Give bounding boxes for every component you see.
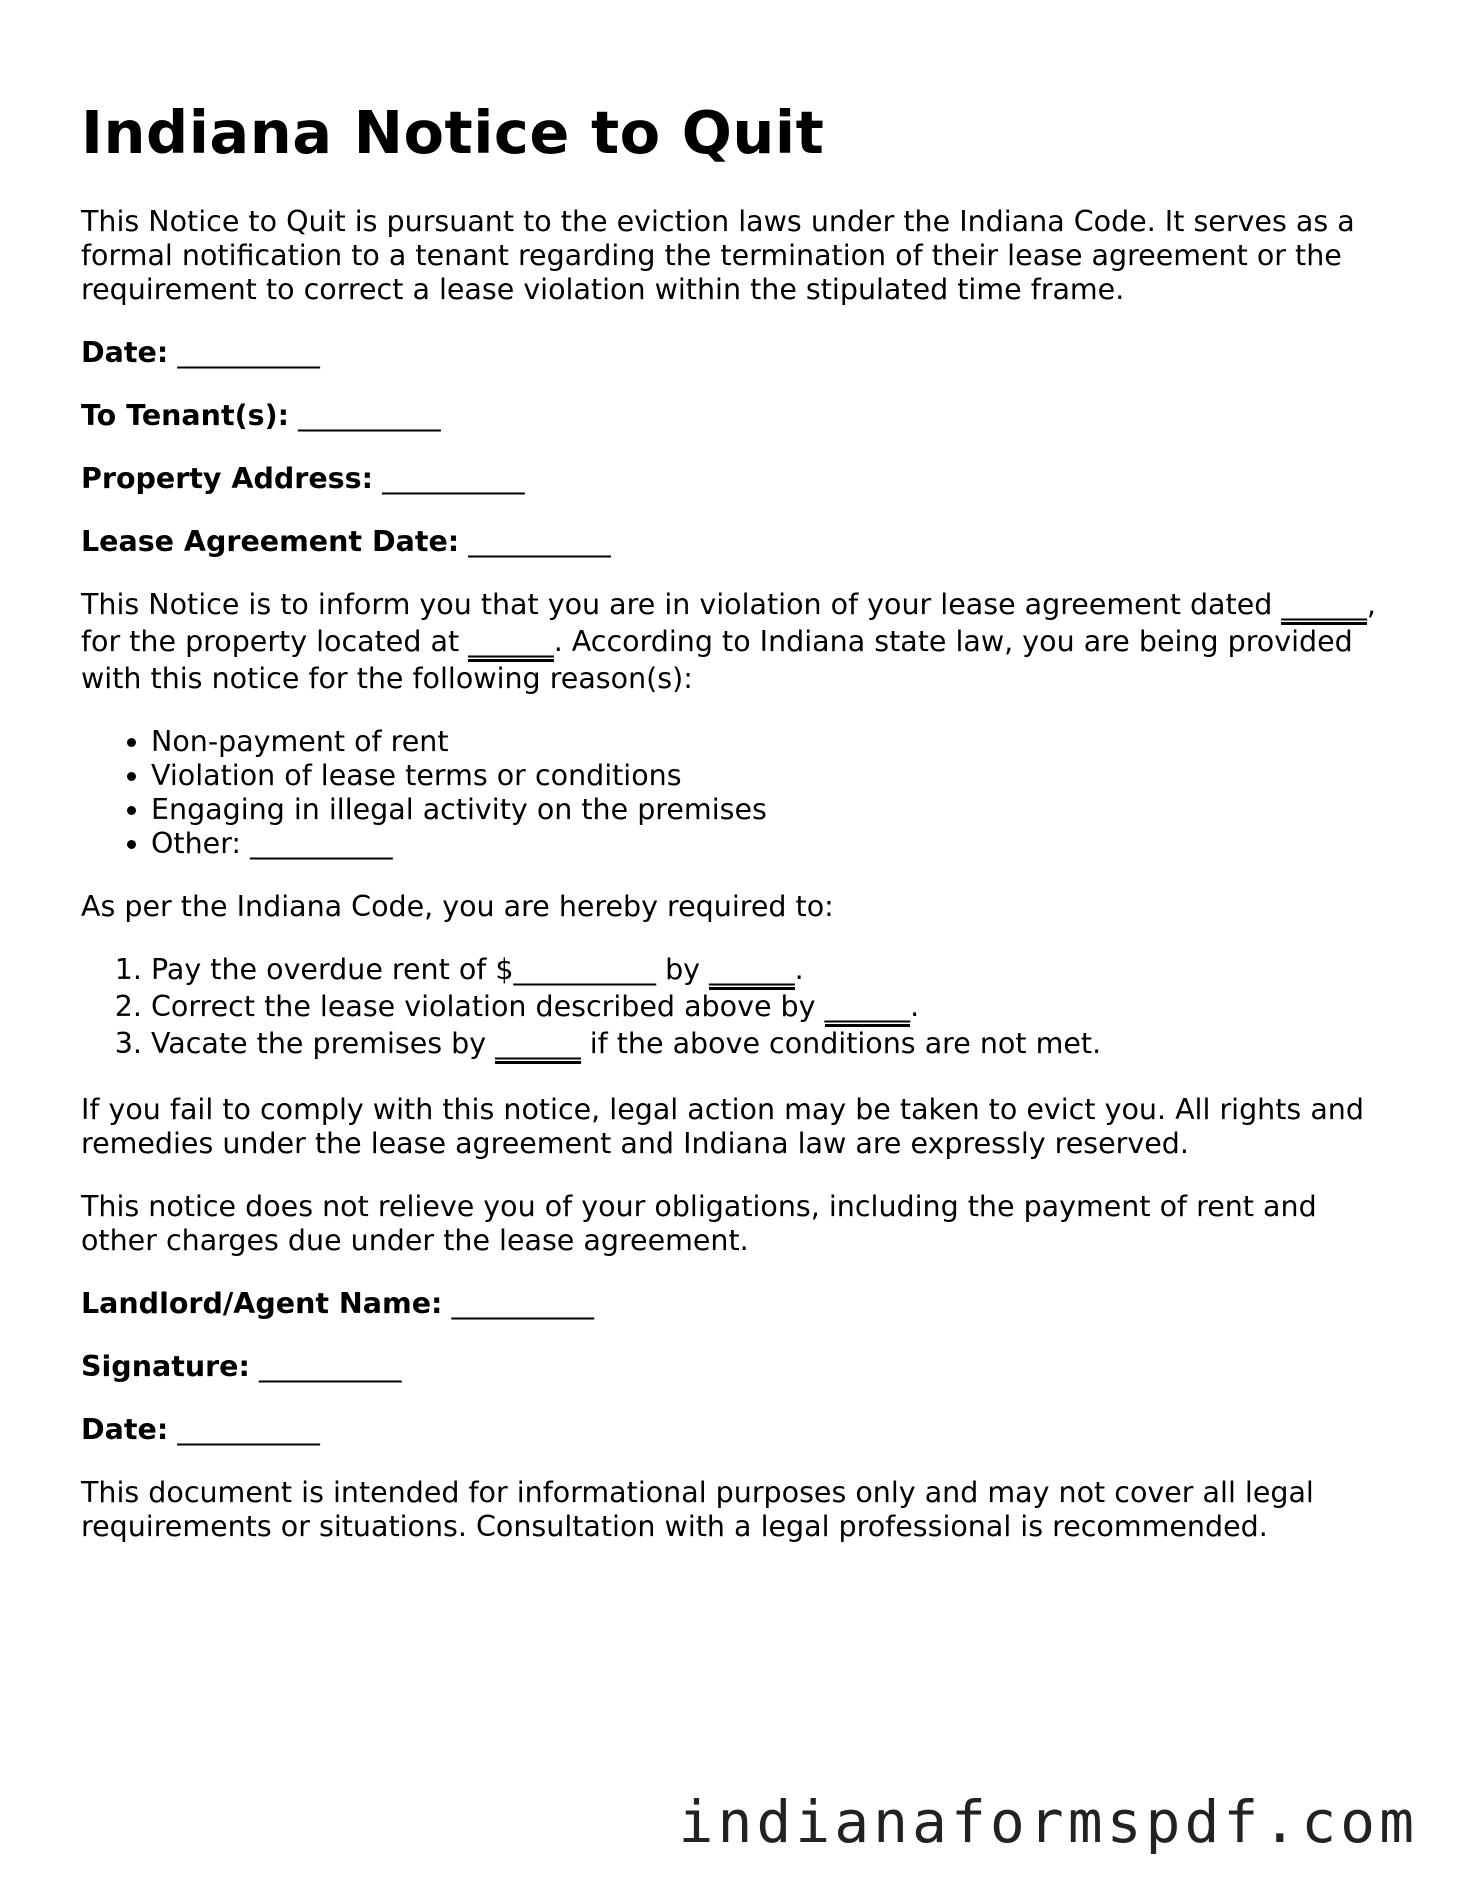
field-tenants-blank: __________ (298, 398, 441, 432)
requirement-text-end: if the above conditions are not met. (580, 1026, 1102, 1060)
field-landlord-name (81, 1287, 1391, 1321)
reasons-list (81, 725, 1391, 861)
document-title: Indiana Notice to Quit (81, 98, 825, 167)
document-page (81, 98, 1391, 1573)
requirement-blank: ______ (709, 953, 795, 990)
requirement-blank: ______ (825, 990, 911, 1027)
field-signature-blank: __________ (258, 1349, 402, 1383)
obligations-paragraph: This notice does not relieve you of your obligations, including the payment of rent and other charges due under the lease agreement. (81, 1189, 1317, 1257)
notice-blank-property: ______ (468, 625, 554, 662)
field-date-top-label: Date: (81, 335, 169, 369)
requirement-text: Pay the overdue rent of $__________ by (151, 952, 710, 986)
consequence-paragraph: If you fail to comply with this notice, legal action may be taken to evict you. All rights and remedies under the lease agreement and Indiana law are expressly reserved. (81, 1092, 1364, 1160)
notice-text-1: This Notice is to inform you that you are in violation of your lease agreement dated (81, 587, 1282, 621)
field-lease-agreement-date-label: Lease Agreement Date: (81, 524, 460, 558)
field-date-top (81, 336, 1391, 370)
requirement-text-end: . (794, 952, 804, 986)
field-landlord-name-label: Landlord/Agent Name: (81, 1286, 443, 1320)
notice-text-2: , for the property located at (81, 587, 1376, 658)
requirements-intro: As per the Indiana Code, you are hereby required to: (81, 889, 834, 923)
field-date-bottom (81, 1413, 1391, 1447)
notice-paragraph (81, 588, 1391, 696)
field-landlord-name-blank: __________ (451, 1286, 594, 1320)
requirement-text-end: . (910, 989, 920, 1023)
list-item: • Violation of lease terms or conditions (151, 759, 1391, 793)
list-item (151, 990, 1391, 1027)
field-property-address-blank: __________ (382, 461, 525, 495)
intro-paragraph: This Notice to Quit is pursuant to the eviction laws under the Indiana Code. It serves as a formal notification to a tenant regarding the termination of their lease agreement or the requirement to correct a lease violation within the stipulated time frame. (81, 204, 1355, 306)
field-property-address (81, 462, 1391, 496)
requirement-text: Vacate the premises by (151, 1026, 496, 1060)
field-date-bottom-label: Date: (81, 1412, 169, 1446)
notice-blank-lease-date: ______ (1281, 588, 1367, 625)
list-item: • Other: __________ (151, 827, 1391, 861)
field-date-top-blank: __________ (177, 335, 320, 369)
field-lease-agreement-date (81, 525, 1391, 559)
requirements-list (81, 953, 1391, 1064)
field-tenants (81, 399, 1391, 433)
list-item: • Engaging in illegal activity on the premises (151, 793, 1391, 827)
disclaimer-paragraph: This document is intended for informational purposes only and may not cover all legal requirements or situations. Consultation with a legal professional is recommended. (81, 1475, 1314, 1543)
site-watermark: indianaformspdf.com (678, 1788, 1418, 1856)
field-property-address-label: Property Address: (81, 461, 373, 495)
list-item (151, 1027, 1391, 1064)
field-date-bottom-blank: __________ (177, 1412, 320, 1446)
field-tenants-label: To Tenant(s): (81, 398, 289, 432)
requirement-text: Correct the lease violation described above by (151, 989, 825, 1023)
requirement-blank: ______ (495, 1027, 581, 1064)
notice-text-3: . According to Indiana state law, you are being provided with this notice for the following reason(s): (81, 624, 1353, 695)
list-item (151, 953, 1391, 990)
field-signature (81, 1350, 1391, 1384)
field-lease-agreement-date-blank: __________ (468, 524, 611, 558)
field-signature-label: Signature: (81, 1349, 250, 1383)
list-item: • Non-payment of rent (151, 725, 1391, 759)
